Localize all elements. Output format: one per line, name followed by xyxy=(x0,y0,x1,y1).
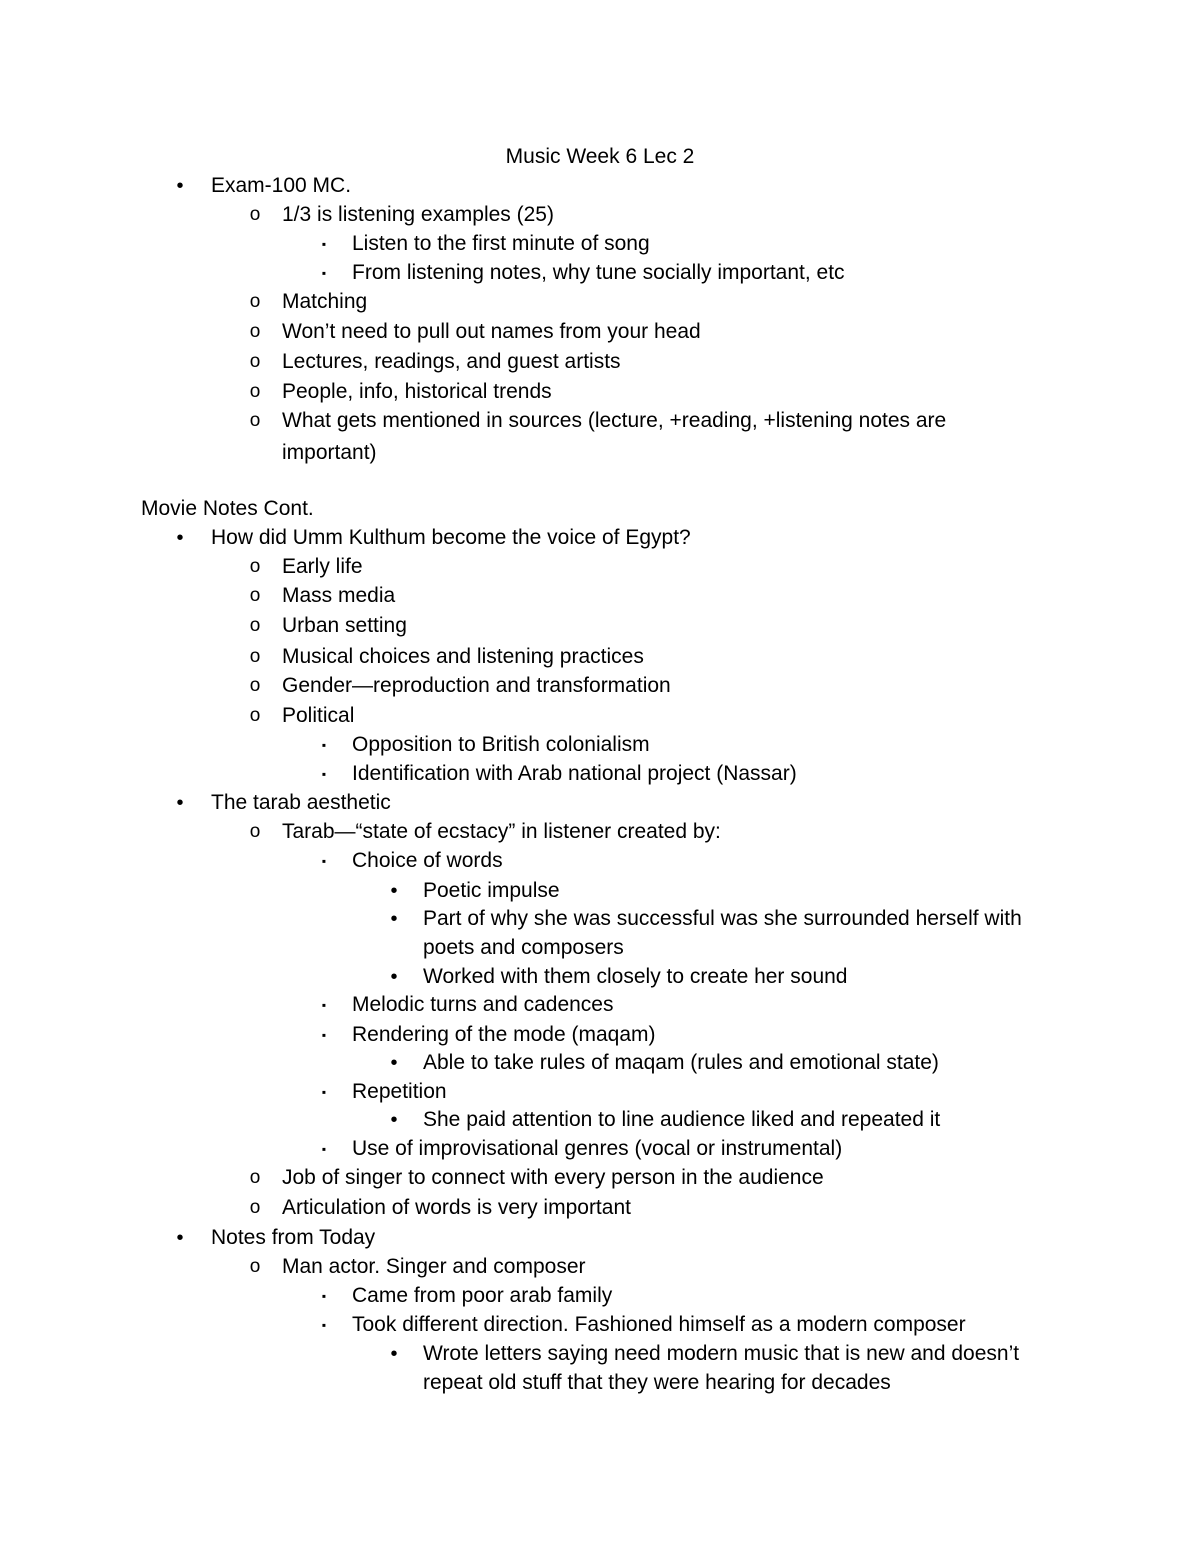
list-item-text: People, info, historical trends xyxy=(282,380,552,403)
list-item-text: Mass media xyxy=(282,584,396,607)
bullet-marker: • xyxy=(176,1227,184,1249)
bullet-marker: ▪ xyxy=(321,266,327,280)
bullet-marker: o xyxy=(249,585,261,606)
list-item-text: She paid attention to line audience liked and repeated it xyxy=(423,1108,941,1131)
list-item-text: repeat old stuff that they were hearing for decades xyxy=(423,1371,891,1394)
bullet-marker: o xyxy=(249,646,261,667)
list-item-text: Wrote letters saying need modern music that is new and doesn’t xyxy=(423,1342,1020,1365)
bullet-marker: o xyxy=(249,410,261,431)
list-item-text: Man actor. Singer and composer xyxy=(282,1255,586,1278)
bullet-marker: ▪ xyxy=(321,998,327,1012)
bullet-marker: • xyxy=(390,880,398,902)
bullet-marker: • xyxy=(176,175,184,197)
list-item-text: Gender—reproduction and transformation xyxy=(282,674,671,697)
list-item-text: Use of improvisational genres (vocal or instrumental) xyxy=(352,1137,843,1160)
bullet-marker: o xyxy=(249,705,261,726)
list-item-text: Worked with them closely to create her sound xyxy=(423,965,848,988)
bullet-marker: ▪ xyxy=(321,1142,327,1156)
list-item-text: The tarab aesthetic xyxy=(211,791,391,814)
bullet-marker: • xyxy=(390,966,398,988)
list-item-text: Articulation of words is very important xyxy=(282,1196,631,1219)
bullet-marker: • xyxy=(390,1343,398,1365)
bullet-marker: o xyxy=(249,204,261,225)
list-item-text: How did Umm Kulthum become the voice of Egypt? xyxy=(211,526,691,549)
bullet-marker: • xyxy=(390,1052,398,1074)
bullet-marker: ▪ xyxy=(321,854,327,868)
bullet-marker: ▪ xyxy=(321,237,327,251)
list-item-text: Part of why she was successful was she surrounded herself with xyxy=(423,907,1022,930)
document-title: Music Week 6 Lec 2 xyxy=(505,145,695,168)
list-item-text: Notes from Today xyxy=(211,1226,376,1249)
list-item-text: Able to take rules of maqam (rules and emotional state) xyxy=(423,1051,939,1074)
bullet-marker: ▪ xyxy=(321,738,327,752)
bullet-marker: o xyxy=(249,675,261,696)
list-item-text: Urban setting xyxy=(282,614,407,637)
list-item-text: Rendering of the mode (maqam) xyxy=(352,1023,656,1046)
list-item-text: Melodic turns and cadences xyxy=(352,993,614,1016)
list-item-text: Identification with Arab national project (Nassar) xyxy=(352,762,797,785)
bullet-marker: ▪ xyxy=(321,1085,327,1099)
list-item-text: Won’t need to pull out names from your head xyxy=(282,320,701,343)
list-item-text: poets and composers xyxy=(423,936,624,959)
bullet-marker: ▪ xyxy=(321,1318,327,1332)
bullet-marker: • xyxy=(176,792,184,814)
bullet-marker: ▪ xyxy=(321,1289,327,1303)
bullet-marker: • xyxy=(176,527,184,549)
list-item-text: Matching xyxy=(282,290,368,313)
bullet-marker: o xyxy=(249,821,261,842)
bullet-marker: o xyxy=(249,1167,261,1188)
list-item-text: Lectures, readings, and guest artists xyxy=(282,350,621,373)
list-item-text: Early life xyxy=(282,555,363,578)
list-item-text: Opposition to British colonialism xyxy=(352,733,650,756)
list-item-text: Took different direction. Fashioned himself as a modern composer xyxy=(352,1313,966,1336)
list-item-text: Came from poor arab family xyxy=(352,1284,613,1307)
list-item-text: What gets mentioned in sources (lecture, +reading, +listening notes are xyxy=(282,409,947,432)
list-item-text: Political xyxy=(282,704,355,727)
list-item-text: Tarab—“state of ecstacy” in listener created by: xyxy=(282,820,721,843)
bullet-marker: o xyxy=(249,291,261,312)
list-item-text: 1/3 is listening examples (25) xyxy=(282,203,554,226)
movie-notes-heading: Movie Notes Cont. xyxy=(141,497,314,520)
bullet-marker: o xyxy=(249,321,261,342)
list-item-text: Job of singer to connect with every person in the audience xyxy=(282,1166,824,1189)
bullet-marker: • xyxy=(390,908,398,930)
list-item-text: Choice of words xyxy=(352,849,503,872)
bullet-marker: ▪ xyxy=(321,767,327,781)
list-item-text: Listen to the first minute of song xyxy=(352,232,650,255)
list-item-text: Musical choices and listening practices xyxy=(282,645,644,668)
bullet-marker: o xyxy=(249,615,261,636)
bullet-marker: o xyxy=(249,1197,261,1218)
bullet-marker: o xyxy=(249,381,261,402)
bullet-marker: o xyxy=(249,556,261,577)
bullet-marker: ▪ xyxy=(321,1028,327,1042)
list-item-text: Repetition xyxy=(352,1080,447,1103)
list-item-text: Exam-100 MC. xyxy=(211,174,352,197)
list-item-text: Poetic impulse xyxy=(423,879,560,902)
list-item-text: From listening notes, why tune socially important, etc xyxy=(352,261,845,284)
bullet-marker: o xyxy=(249,351,261,372)
bullet-marker: o xyxy=(249,1256,261,1277)
list-item-text: important) xyxy=(282,441,377,464)
bullet-marker: • xyxy=(390,1109,398,1131)
